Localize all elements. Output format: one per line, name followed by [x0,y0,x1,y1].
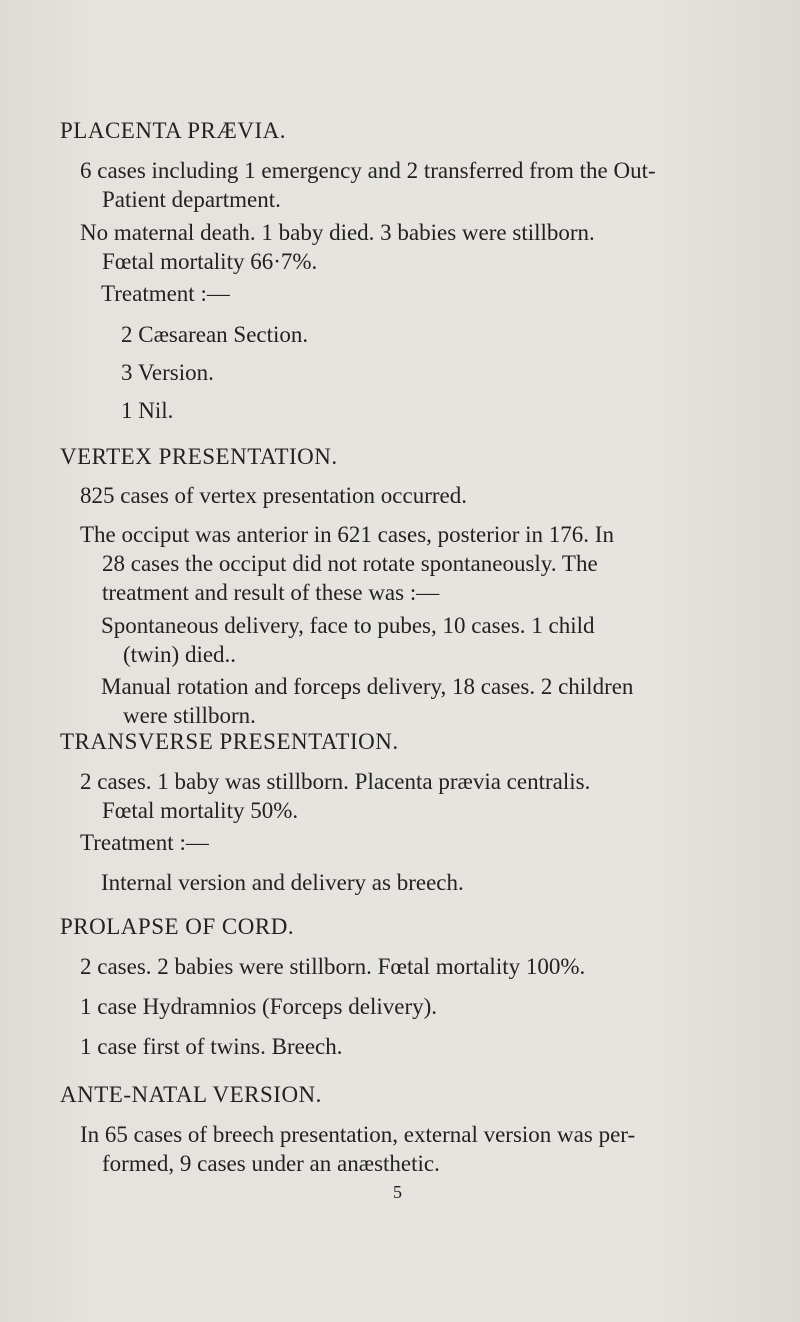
treatment-item: 1 Nil. [121,398,174,423]
ante-natal-version-heading: ANTE-NATAL VERSION. [60,1082,322,1107]
vertex-presentation-occiput-paragraph [80,520,614,607]
placenta-praevia-cases-paragraph [80,156,656,214]
placenta-praevia-heading: PLACENTA PRÆVIA. [60,118,286,143]
paragraph-line: were stillborn. [123,703,256,728]
vertex-presentation-manual-rotation-paragraph [101,672,633,730]
paragraph-line: (twin) died.. [123,642,237,667]
paragraph-line: Spontaneous delivery, face to pubes, 10 cases. 1 child [101,613,595,638]
page-number: 5 [393,1182,402,1202]
paragraph-line: In 65 cases of breech presentation, external version was per- [80,1122,636,1147]
paragraph-line: Manual rotation and forceps delivery, 18 cases. 2 children [101,674,634,699]
transverse-presentation-heading: TRANSVERSE PRESENTATION. [60,729,399,754]
paragraph-line: 2 cases. 1 baby was stillborn. Placenta prævia centralis. [80,769,591,794]
transverse-presentation-cases-paragraph [80,767,590,825]
paragraph-line: treatment and result of these was :— [102,580,440,605]
prolapse-of-cord-heading: PROLAPSE OF CORD. [60,914,295,939]
placenta-praevia-outcome-paragraph [80,218,595,276]
transverse-presentation-treatment-label: Treatment :— [80,830,209,855]
paragraph-line: No maternal death. 1 baby died. 3 babies were stillborn. [80,220,595,245]
paragraph-line: The occiput was anterior in 621 cases, posterior in 176. In [80,522,614,547]
placenta-praevia-treatment-label: Treatment :— [101,281,230,306]
paragraph-line: 28 cases the occiput did not rotate spontaneously. The [102,551,598,576]
prolapse-of-cord-cases: 2 cases. 2 babies were stillborn. Fœtal mortality 100%. [80,954,586,979]
paragraph-line: Fœtal mortality 50%. [102,798,299,823]
treatment-item: 2 Cæsarean Section. [121,322,309,347]
paragraph-line: 6 cases including 1 emergency and 2 transferred from the Out- [80,158,656,183]
vertex-presentation-spontaneous-paragraph [101,611,595,669]
vertex-presentation-heading: VERTEX PRESENTATION. [60,444,338,469]
paragraph-line: Patient department. [102,187,281,212]
paragraph-line: Fœtal mortality 66·7%. [102,249,318,274]
vertex-presentation-summary: 825 cases of vertex presentation occurred. [80,483,468,508]
prolapse-of-cord-case-item: 1 case Hydramnios (Forceps delivery). [80,994,438,1019]
transverse-presentation-treatment-item: Internal version and delivery as breech. [101,870,464,895]
paragraph-line: formed, 9 cases under an anæsthetic. [102,1151,440,1176]
prolapse-of-cord-case-item: 1 case first of twins. Breech. [80,1034,343,1059]
ante-natal-version-paragraph [80,1120,635,1178]
treatment-item: 3 Version. [121,360,214,385]
